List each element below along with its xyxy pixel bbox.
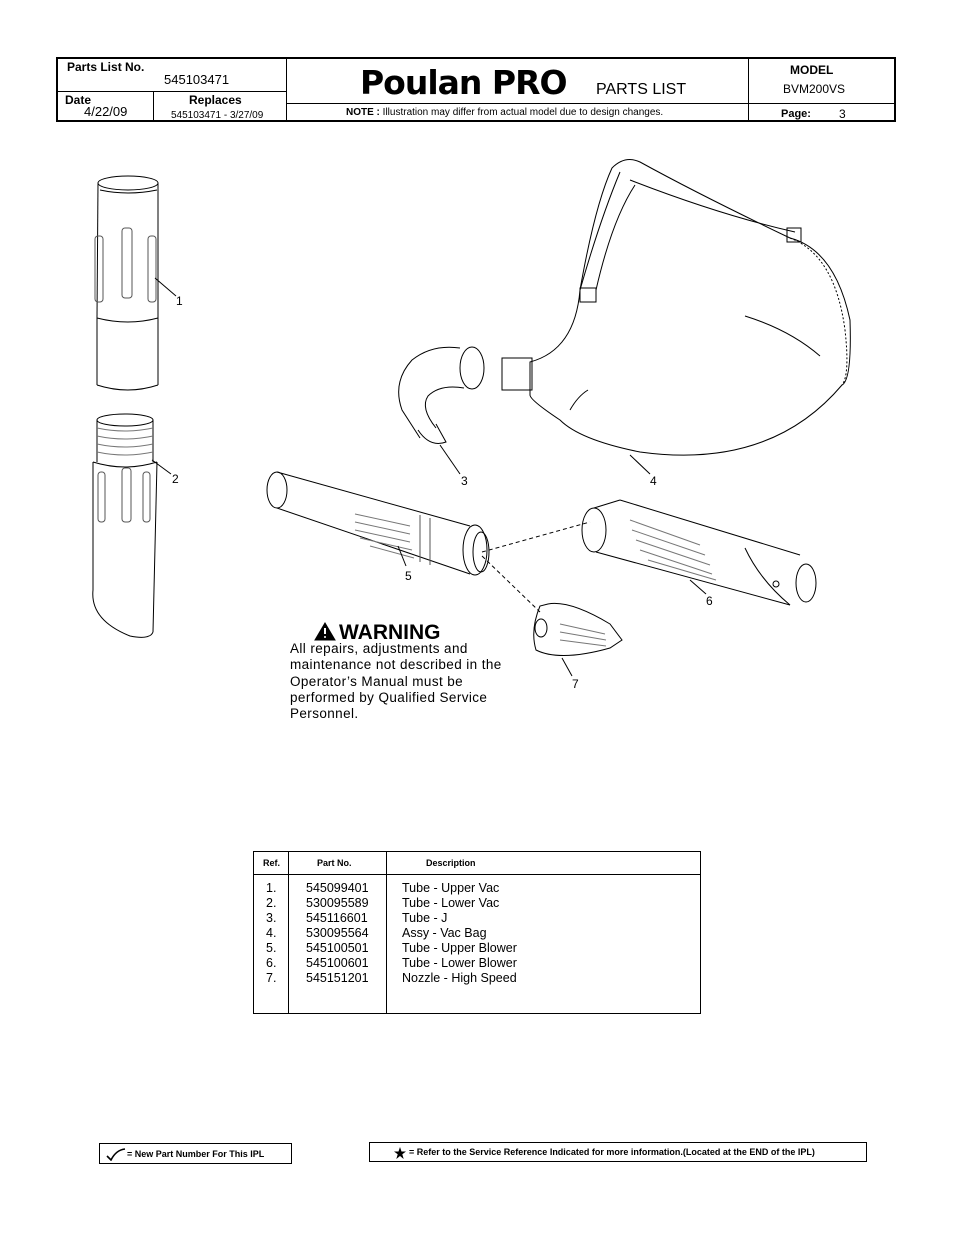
warning-title: WARNING (339, 621, 441, 644)
upper-vac-tube-drawing (95, 176, 158, 390)
table-row-description: Nozzle - High Speed (402, 971, 517, 985)
table-row-ref: 2. (266, 896, 277, 910)
table-row-ref: 1. (266, 881, 277, 895)
service-ref-legend (369, 1142, 867, 1162)
replaces-value: 545103471 - 3/27/09 (171, 110, 264, 121)
callout-2: 2 (172, 472, 179, 486)
table-row-part-no: 545116601 (306, 911, 368, 925)
col-header-ref: Ref. (263, 858, 281, 868)
date-label: Date (65, 93, 92, 107)
table-row-ref: 7. (266, 971, 277, 985)
table-row-description: Tube - J (402, 911, 448, 925)
model-value: BVM200VS (783, 82, 846, 96)
table-row-description: Tube - Lower Vac (402, 896, 500, 910)
table-row-description: Assy - Vac Bag (402, 926, 487, 940)
star-icon (394, 1147, 406, 1159)
table-row-ref: 3. (266, 911, 277, 925)
lower-vac-tube-drawing (93, 414, 157, 637)
brand-logo: Poulan PRO (360, 63, 567, 102)
replaces-label: Replaces (189, 93, 242, 107)
upper-blower-tube-drawing (267, 472, 489, 575)
table-row-ref: 4. (266, 926, 277, 940)
part-no-column (306, 881, 369, 986)
table-row-description: Tube - Upper Vac (402, 881, 500, 895)
table-row-description: Tube - Lower Blower (402, 956, 517, 970)
table-row-ref: 5. (266, 941, 277, 955)
table-row-part-no: 545100501 (306, 941, 369, 955)
parts-list-label: Parts List No. (67, 60, 145, 74)
table-row-part-no: 545151201 (306, 971, 369, 985)
table-row-part-no: 545100601 (306, 956, 369, 970)
new-part-text: = New Part Number For This IPL (127, 1149, 265, 1159)
checkmark-icon (106, 1147, 126, 1161)
table-row-part-no: 545099401 (306, 881, 369, 895)
callout-4: 4 (650, 474, 657, 488)
table-row-ref: 6. (266, 956, 277, 970)
parts-list-number: 545103471 (164, 72, 230, 87)
table-row-part-no: 530095589 (306, 896, 369, 910)
service-ref-text: = Refer to the Service Reference Indicated for more information.(Located at the END of the IPL) (409, 1147, 815, 1157)
table-row-description: Tube - Upper Blower (402, 941, 517, 955)
new-part-legend (99, 1143, 292, 1164)
doc-title: PARTS LIST (596, 81, 687, 98)
ref-column (266, 881, 276, 986)
warning-text: All repairs, adjustments and maintenance not described in the Operator’s Manual must be performed by Qualified Service Personnel. (290, 641, 502, 722)
warning-triangle-icon (315, 623, 335, 640)
description-column (402, 881, 517, 986)
note-label: NOTE : (346, 107, 380, 118)
lower-blower-tube-drawing (582, 500, 816, 605)
callout-7: 7 (572, 677, 579, 691)
callout-3: 3 (461, 474, 468, 488)
vac-bag-drawing (502, 160, 850, 456)
page-number: 3 (839, 107, 846, 121)
callout-6: 6 (706, 594, 713, 608)
col-header-description: Description (426, 858, 476, 868)
note-text: Illustration may differ from actual model due to design changes. (382, 107, 664, 118)
nozzle-drawing (534, 603, 622, 655)
page-label: Page: (781, 108, 811, 120)
model-label: MODEL (790, 63, 834, 77)
col-header-part-no: Part No. (317, 858, 352, 868)
callout-5: 5 (405, 569, 412, 583)
date-value: 4/22/09 (84, 104, 128, 119)
callout-1: 1 (176, 294, 183, 308)
j-tube-drawing (399, 347, 484, 444)
parts-table (253, 851, 701, 1014)
table-row-part-no: 530095564 (306, 926, 369, 940)
